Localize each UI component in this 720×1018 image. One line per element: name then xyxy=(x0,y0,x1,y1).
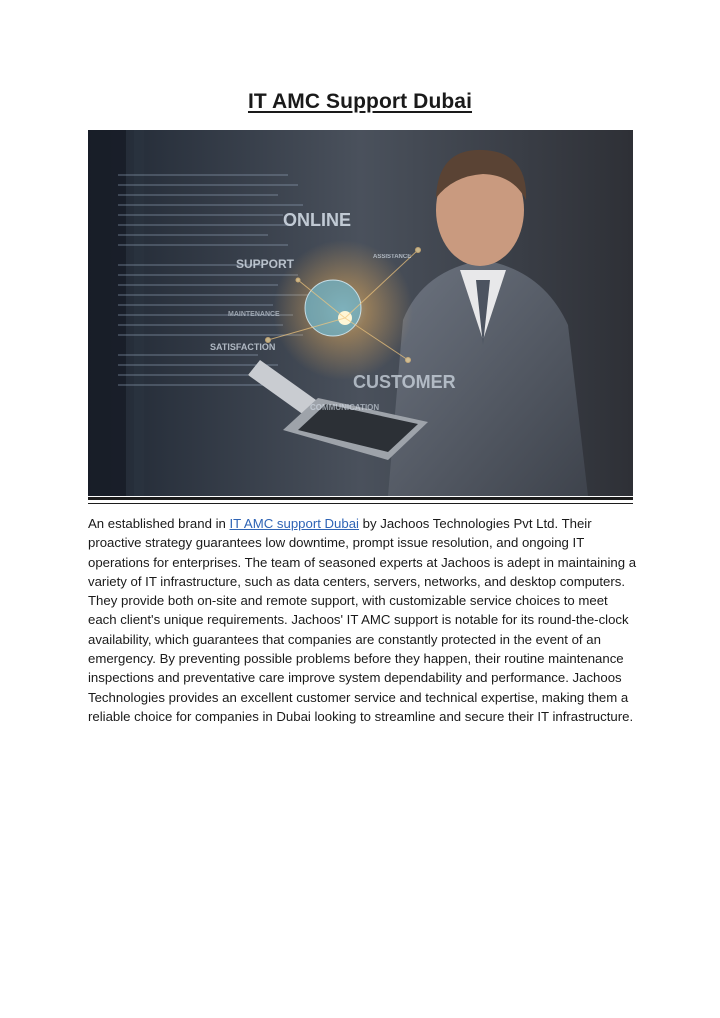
divider-thick xyxy=(88,497,633,500)
it-amc-support-link[interactable]: IT AMC support Dubai xyxy=(229,516,359,531)
page-title: IT AMC Support Dubai xyxy=(247,90,473,113)
overlay-word-communication: COMMUNICATION xyxy=(310,403,380,412)
overlay-word-assistance: ASSISTANCE xyxy=(373,254,412,260)
divider-thin xyxy=(88,503,633,504)
paragraph-body: by Jachoos Technologies Pvt Ltd. Their proactive strategy guarantees low downtime, prompt issue resolution, and ongoing IT operations for enterprises. The team of seasoned experts at Jachoos is adept in maintaining a variety of IT infrastructure, such as data centers, servers, networks, and desktop computers. They provide both on-site and remote support, with customizable service choices to meet each client's unique requirements. Jachoos' IT AMC support is notable for its round-the-clock availability, which guarantees that companies are constantly protected in the event of an emergency. By preventing possible problems before they happen, their routine maintenance inspections and preventative care improve system dependability and performance. Jachoos Technologies provides an excellent customer service and technical expertise, making them a reliable choice for companies in Dubai looking to streamline and secure their IT infrastructure. xyxy=(88,516,637,724)
hero-image xyxy=(88,130,633,496)
overlay-word-online: ONLINE xyxy=(283,210,352,230)
paragraph-intro: An established brand in xyxy=(88,516,230,531)
overlay-word-maintenance: MAINTENANCE xyxy=(228,311,280,318)
overlay-word-customer: CUSTOMER xyxy=(353,372,456,392)
overlay-word-satisfaction: SATISFACTION xyxy=(210,342,276,352)
body-paragraph xyxy=(88,514,638,726)
overlay-word-support: SUPPORT xyxy=(236,257,295,271)
